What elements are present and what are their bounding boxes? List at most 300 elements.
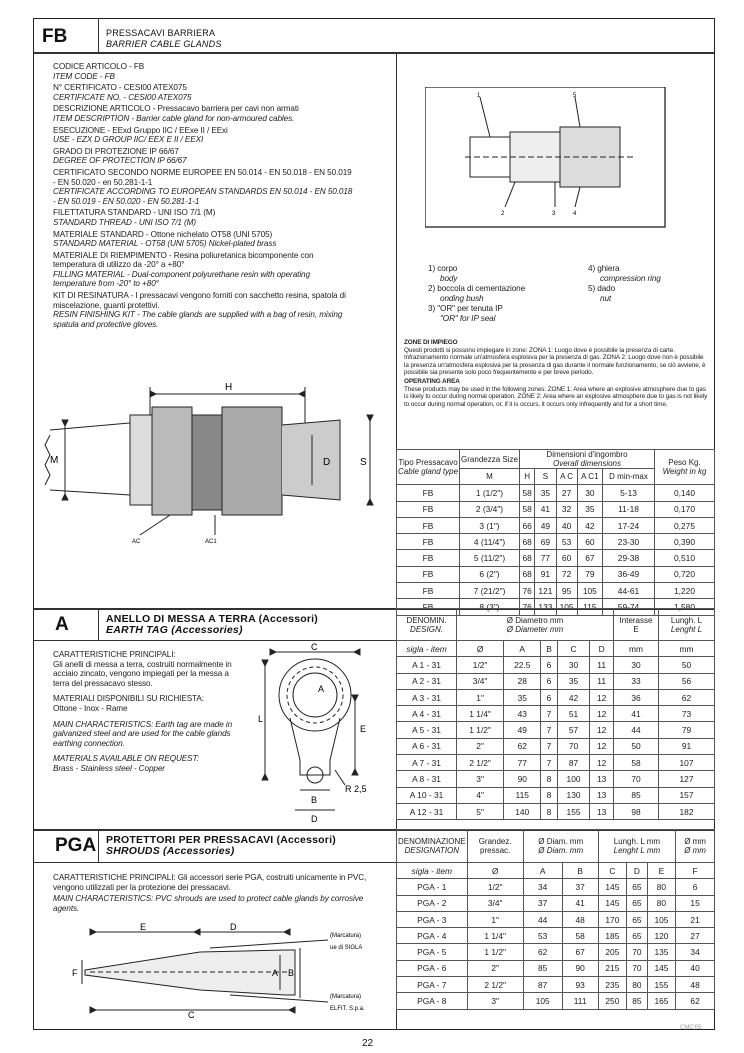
dim-d-label: D <box>230 922 237 932</box>
table-cell: PGA - 5 <box>397 944 468 960</box>
table-cell: 68 <box>519 534 534 550</box>
part-en: nut <box>600 293 612 303</box>
table-cell: 27 <box>676 928 715 944</box>
th-dim-it: Dimensioni d'ingombro <box>546 450 628 459</box>
table-row <box>397 944 715 960</box>
table-row <box>397 803 715 819</box>
table-row <box>397 517 715 533</box>
part-item <box>428 304 578 323</box>
table-cell: 98 <box>614 803 659 819</box>
th-grandezza: Grandezza Size <box>461 454 518 464</box>
table-cell: 130 <box>557 787 590 803</box>
sigla-label: ue di SIGLA <box>330 945 363 951</box>
table-cell: 87 <box>523 977 562 993</box>
table-cell: 13 <box>590 787 614 803</box>
spec-item <box>53 230 353 249</box>
table-row <box>397 534 715 550</box>
table-cell: 30 <box>557 657 590 673</box>
earth-tag-table <box>396 608 715 820</box>
th-diam-it: Ø Diametro mm <box>506 615 564 625</box>
th-int-e: E <box>633 624 639 634</box>
a-text-block <box>53 650 243 688</box>
table-cell: A 2 - 31 <box>397 673 457 689</box>
table-cell: 49 <box>535 517 556 533</box>
table-cell: 0,720 <box>655 566 715 582</box>
table-cell: 62 <box>523 944 562 960</box>
table-cell: 79 <box>577 566 602 582</box>
table-row <box>397 928 715 944</box>
table-cell: 68 <box>519 550 534 566</box>
table-cell: 44 <box>523 911 562 927</box>
table-row <box>397 960 715 976</box>
spec-it: CERTIFICATO SECONDO NORME EUROPEE EN 50.014 - EN 50.018 - EN 50.019 - EN 50.020 - en 50.281-1-1 <box>53 167 352 187</box>
spec-it: GRADO DI PROTEZIONE IP 66/67 <box>53 146 179 156</box>
spec-it: N° CERTIFICATO - CESI00 ATEX075 <box>53 83 187 93</box>
table-cell: 121 <box>535 583 556 599</box>
table-cell: 127 <box>659 771 715 787</box>
callout-1: 1 <box>477 93 481 99</box>
table-cell: 155 <box>647 977 675 993</box>
th-col: H <box>519 469 534 485</box>
part-en: body <box>440 273 458 283</box>
table-cell: 185 <box>598 928 626 944</box>
part-item <box>588 264 698 283</box>
th-col: D <box>627 863 648 879</box>
th-col: A C1 <box>577 469 602 485</box>
table-cell: 0,390 <box>655 534 715 550</box>
table-cell: 62 <box>676 993 715 1009</box>
th-col: C <box>598 863 626 879</box>
section-code-a: A <box>55 614 69 635</box>
spec-item <box>53 62 353 81</box>
spec-en: USE - EZX D GROUP IIC/ EEX E II / EEXI <box>53 135 204 145</box>
table-cell: 53 <box>523 928 562 944</box>
part-en: onding bush <box>440 293 484 303</box>
table-cell: A 7 - 31 <box>397 755 457 771</box>
dim-d-label: D <box>323 457 331 468</box>
divider <box>98 829 99 862</box>
divider <box>33 862 396 863</box>
table-cell: 27 <box>556 485 577 501</box>
callout-5: 5 <box>573 93 577 99</box>
table-cell: 70 <box>627 960 648 976</box>
callout-2: 2 <box>501 211 505 217</box>
a-text-title: MAIN CHARACTERISTICS: Earth tag are made in galvanized steel and are used for the cable glands earthing connection. <box>53 719 233 748</box>
table-cell: 70 <box>557 738 590 754</box>
spec-it: MATERIALE STANDARD - Ottone nichelato OT58 (UNI 5705) <box>53 229 273 239</box>
spec-item <box>53 104 353 123</box>
table-cell: 40 <box>556 517 577 533</box>
table-cell: 50 <box>659 657 715 673</box>
spec-item <box>53 251 353 289</box>
table-cell: 65 <box>627 911 648 927</box>
table-cell: 23-30 <box>603 534 655 550</box>
table-row <box>397 722 715 738</box>
spec-item <box>53 147 353 166</box>
divider <box>98 18 99 53</box>
table-cell: 58 <box>519 485 534 501</box>
table-cell: 40 <box>676 960 715 976</box>
zone-it-text: Questi prodotti si possono impiegare in zone: ZONA 1: Luogo dove è possibile la presenza di carte. Infrazionamento normale un'atmosfera esplosiva per la presenza di gas. ZONA 2: Luogo dove non è possibile la presenza un'atmosfera esplosiva per la presenza di gas durante il normale funzionamento, se ciò avviene, è possibile sia presente solo poco frequentemente e per breve periodo. <box>404 346 706 377</box>
table-cell: PGA - 6 <box>397 960 468 976</box>
table-row <box>397 501 715 517</box>
table-row <box>397 895 715 911</box>
table-cell: 3" <box>457 771 504 787</box>
spec-item <box>53 168 353 206</box>
ac-label: AC <box>132 539 141 545</box>
table-cell: 7 <box>541 738 557 754</box>
table-cell: PGA - 1 <box>397 879 468 895</box>
dim-a-label: A <box>272 968 279 978</box>
table-cell: 35 <box>504 689 541 705</box>
table-cell: 13 <box>590 803 614 819</box>
table-cell: 50 <box>614 738 659 754</box>
table-cell: 77 <box>535 550 556 566</box>
spec-en: STANDARD THREAD - UNI ISO 7/1 (M) <box>53 217 197 227</box>
table-cell: 1,220 <box>655 583 715 599</box>
spec-en: FILLING MATERIAL - Dual-component polyurethane resin with operating temperature from -20° to +80° <box>53 269 310 289</box>
table-cell: PGA - 8 <box>397 993 468 1009</box>
table-cell: 105 <box>647 911 675 927</box>
table-cell: 41 <box>535 501 556 517</box>
th-design: DESIGN. <box>410 624 443 634</box>
th-sigla: sigla - item <box>397 641 457 657</box>
table-cell: 2" <box>467 960 523 976</box>
table-cell: 111 <box>562 993 598 1009</box>
table-cell: 8 <box>541 771 557 787</box>
a-title-it: ANELLO DI MESSA A TERRA (Accessori) <box>106 613 318 625</box>
table-cell: 6 <box>541 673 557 689</box>
dim-b-label: B <box>311 795 318 805</box>
table-cell: 205 <box>598 944 626 960</box>
a-text-block <box>53 720 243 749</box>
table-cell: 34 <box>676 944 715 960</box>
dim-c-label: C <box>188 1010 195 1020</box>
fb-title-en: BARRIER CABLE GLANDS <box>106 39 222 49</box>
table-cell: A 4 - 31 <box>397 706 457 722</box>
elfit-label: ELFIT. S.p.a. <box>330 1006 365 1012</box>
table-cell: 49 <box>504 722 541 738</box>
a-text-body: Gli anelli di messa a terra, costruiti normalmente in acciaio zincato, vengono impiegati per la messa a terra del pressacavo stesso. <box>53 659 232 688</box>
table-cell: 135 <box>647 944 675 960</box>
table-cell: 22.5 <box>504 657 541 673</box>
page-number: 22 <box>362 1038 374 1049</box>
spec-en: CERTIFICATE NO. - CESI00 ATEX075 <box>53 92 192 102</box>
fb-specifications <box>53 62 353 331</box>
table-cell: 73 <box>659 706 715 722</box>
table-cell: 145 <box>598 879 626 895</box>
table-cell: PGA - 4 <box>397 928 468 944</box>
table-cell: 21 <box>676 911 715 927</box>
table-cell: 0,275 <box>655 517 715 533</box>
spec-it: CODICE ARTICOLO - FB <box>53 62 145 71</box>
a-title <box>106 614 318 636</box>
table-cell: 91 <box>535 566 556 582</box>
th-lenght: Lenght L mm <box>613 846 661 855</box>
a-text-title: CARATTERISTICHE PRINCIPALI: <box>53 650 176 659</box>
table-cell: 69 <box>535 534 556 550</box>
part-it: 5) dado <box>588 284 616 294</box>
spec-en: ITEM CODE - FB <box>53 71 115 81</box>
a-text-block <box>53 754 243 773</box>
part-item <box>428 264 578 283</box>
table-row <box>397 673 715 689</box>
table-cell: 11 <box>590 673 614 689</box>
th-mm: mm <box>614 641 659 657</box>
table-cell: 2 (3/4") <box>460 501 520 517</box>
table-cell: 235 <box>598 977 626 993</box>
table-cell: 65 <box>627 928 648 944</box>
table-cell: 85 <box>614 787 659 803</box>
table-cell: FB <box>397 583 460 599</box>
th-dim-en: Overall dimensions <box>552 459 621 468</box>
th-col: S <box>535 469 556 485</box>
table-row <box>397 977 715 993</box>
dim-f-label: F <box>72 968 78 978</box>
table-cell: 5-13 <box>603 485 655 501</box>
dim-d-label: D <box>311 814 318 824</box>
ac1-label: AC1 <box>205 539 217 545</box>
table-cell: 1 (1/2") <box>460 485 520 501</box>
table-cell: 0,510 <box>655 550 715 566</box>
table-cell: 165 <box>647 993 675 1009</box>
th-col: A <box>523 863 562 879</box>
table-cell: 1 1/4" <box>467 928 523 944</box>
th-col: A <box>504 641 541 657</box>
table-cell: PGA - 3 <box>397 911 468 927</box>
table-row <box>397 706 715 722</box>
table-cell: 107 <box>659 755 715 771</box>
table-cell: 37 <box>523 895 562 911</box>
table-cell: 56 <box>659 673 715 689</box>
table-cell: 60 <box>556 550 577 566</box>
table-cell: 33 <box>614 673 659 689</box>
table-cell: 5" <box>457 803 504 819</box>
pga-text-it: CARATTERISTICHE PRINCIPALI: Gli accessori serie PGA, costruiti unicamente in PVC, vengono utilizzati per la protezione dei pressacavi. <box>53 873 367 892</box>
zone-it-title: ZONE DI IMPIEGO <box>404 339 458 346</box>
th-col: D min-max <box>603 469 655 485</box>
table-cell: 11-18 <box>603 501 655 517</box>
table-cell: 36-49 <box>603 566 655 582</box>
table-cell: 6 <box>541 657 557 673</box>
table-cell: 105 <box>523 993 562 1009</box>
part-it: 4) ghiera <box>588 264 620 273</box>
parts-legend-left <box>428 264 578 325</box>
table-cell: PGA - 2 <box>397 895 468 911</box>
th-col: B <box>562 863 598 879</box>
dim-c-label: C <box>311 642 318 652</box>
table-cell: 1 1/4" <box>457 706 504 722</box>
table-cell: 1/2" <box>467 879 523 895</box>
earth-tag-drawing <box>245 640 395 825</box>
table-cell: 67 <box>562 944 598 960</box>
dim-l-label: L <box>258 714 264 724</box>
th-diam-it: Ø Diam. mm <box>538 837 584 846</box>
table-cell: 72 <box>556 566 577 582</box>
table-cell: 44 <box>614 722 659 738</box>
table-cell: 30 <box>577 485 602 501</box>
table-cell: 3 (1") <box>460 517 520 533</box>
spec-en: RESIN FINISHING KIT - The cable glands are supplied with a bag of resin, mixing spatula and protective gloves. <box>53 310 343 329</box>
table-cell: 1 1/2" <box>457 722 504 738</box>
table-cell: 41 <box>614 706 659 722</box>
table-cell: 3/4" <box>467 895 523 911</box>
table-row <box>397 993 715 1009</box>
fb-cable-gland-drawing <box>40 375 390 550</box>
shroud-table <box>396 829 715 1010</box>
table-cell: 48 <box>562 911 598 927</box>
th-weight: Weight in kg <box>662 467 707 477</box>
th-col: M <box>460 469 520 485</box>
fb-section-drawing <box>425 87 675 237</box>
th-lenght: Lenght L <box>670 624 703 634</box>
a-title-en: EARTH TAG (Accessories) <box>106 624 243 636</box>
table-cell: 2" <box>457 738 504 754</box>
th-col: E <box>647 863 675 879</box>
table-cell: 62 <box>504 738 541 754</box>
part-it: 3) "OR" per tenuta IP <box>428 304 503 314</box>
table-cell: 51 <box>557 706 590 722</box>
callout-4: 4 <box>573 211 577 217</box>
th-design: DESIGNATION <box>404 846 460 855</box>
table-cell: 68 <box>519 566 534 582</box>
spec-en: CERTIFICATE ACCORDING TO EUROPEAN STANDARDS EN 50.014 - EN 50.018 - EN 50.019 - EN 50.020 - EN 50.281-1-1 <box>53 187 353 206</box>
table-cell: 155 <box>557 803 590 819</box>
part-it: 1) corpo <box>428 264 458 273</box>
parts-legend-right <box>588 264 698 304</box>
table-row <box>397 738 715 754</box>
a-text-body: Ottone - Inox - Rame <box>53 703 128 713</box>
table-cell: 35 <box>557 673 590 689</box>
table-cell: 67 <box>577 550 602 566</box>
table-cell: 145 <box>647 960 675 976</box>
table-cell: A 1 - 31 <box>397 657 457 673</box>
table-cell: 43 <box>504 706 541 722</box>
table-cell: 11 <box>590 657 614 673</box>
table-cell: 42 <box>557 689 590 705</box>
table-cell: 36 <box>614 689 659 705</box>
part-item <box>588 284 698 303</box>
part-en: "OR" for IP seal <box>440 313 496 323</box>
table-cell: 65 <box>627 879 648 895</box>
th-col: F <box>676 863 715 879</box>
spec-item <box>53 291 353 329</box>
th-diam-en: Ø Diameter mm <box>506 624 564 634</box>
table-cell: 13 <box>590 771 614 787</box>
table-row <box>397 485 715 501</box>
radius-label: R 2,5 <box>345 784 367 794</box>
spec-en: ITEM DESCRIPTION - Barrier cable gland for non-armoured cables. <box>53 113 295 123</box>
table-cell: 58 <box>562 928 598 944</box>
table-row <box>397 879 715 895</box>
spec-en: STANDARD MATERIAL - OT58 (UNI 5705) Nickel-plated brass <box>53 239 277 249</box>
th-col: C <box>557 641 590 657</box>
pga-title-en: SHROUDS (Accessories) <box>106 845 235 857</box>
table-cell: 90 <box>504 771 541 787</box>
fb-title-it: PRESSACAVI BARRIERA <box>106 28 216 38</box>
table-cell: FB <box>397 517 460 533</box>
pga-title-it: PROTETTORI PER PRESSACAVI (Accessori) <box>106 834 336 846</box>
dim-h-label: H <box>225 382 233 393</box>
spec-it: DESCRIZIONE ARTICOLO - Pressacavo barriera per cavi non armati <box>53 104 299 114</box>
table-cell: A 6 - 31 <box>397 738 457 754</box>
part-it: 2) boccola di cementazione <box>428 284 526 294</box>
table-cell: 4 (11/4") <box>460 534 520 550</box>
table-cell: 1" <box>467 911 523 927</box>
a-description <box>53 650 243 780</box>
table-cell: 7 <box>541 755 557 771</box>
table-cell: 12 <box>590 689 614 705</box>
table-cell: FB <box>397 501 460 517</box>
table-cell: 3/4" <box>457 673 504 689</box>
table-cell: 44-61 <box>603 583 655 599</box>
table-cell: 120 <box>647 928 675 944</box>
table-cell: 4" <box>457 787 504 803</box>
table-row <box>397 657 715 673</box>
table-cell: 5 (11/2") <box>460 550 520 566</box>
table-cell: 91 <box>659 738 715 754</box>
table-row <box>397 911 715 927</box>
table-cell: 70 <box>614 771 659 787</box>
table-cell: 87 <box>557 755 590 771</box>
table-cell: 80 <box>647 879 675 895</box>
table-cell: 57 <box>557 722 590 738</box>
table-cell: 60 <box>577 534 602 550</box>
table-row <box>397 755 715 771</box>
table-cell: 80 <box>647 895 675 911</box>
table-cell: 77 <box>504 755 541 771</box>
table-cell: 93 <box>562 977 598 993</box>
table-cell: 1 1/2" <box>467 944 523 960</box>
marking-label-2: (Marcatura) <box>330 994 362 1000</box>
table-cell: 12 <box>590 706 614 722</box>
shroud-drawing <box>60 920 390 1025</box>
table-cell: 48 <box>676 977 715 993</box>
table-cell: 215 <box>598 960 626 976</box>
spec-item <box>53 83 353 102</box>
dim-e-label: E <box>360 724 367 734</box>
table-cell: FB <box>397 534 460 550</box>
table-cell: 7 (21/2") <box>460 583 520 599</box>
table-cell: A 10 - 31 <box>397 787 457 803</box>
table-cell: 28 <box>504 673 541 689</box>
th-col: D <box>590 641 614 657</box>
th-mm: mm <box>659 641 715 657</box>
th-col: B <box>541 641 557 657</box>
table-cell: 8 <box>541 787 557 803</box>
table-cell: FB <box>397 485 460 501</box>
table-cell: A 5 - 31 <box>397 722 457 738</box>
table-cell: 80 <box>627 977 648 993</box>
table-cell: 85 <box>523 960 562 976</box>
table-cell: 66 <box>519 517 534 533</box>
th-omm1: Ø mm <box>684 837 706 846</box>
th-peso: Peso Kg. <box>668 458 701 468</box>
table-cell: 157 <box>659 787 715 803</box>
table-cell: 6 (2") <box>460 566 520 582</box>
table-cell: 62 <box>659 689 715 705</box>
spec-it: ESECUZIONE - EExd Gruppo IIC / EExe II / EExi <box>53 125 228 135</box>
th-lungh: Lungh. L mm <box>613 837 661 846</box>
th-denom: DENOMINAZIONE <box>398 837 466 846</box>
table-cell: 79 <box>659 722 715 738</box>
table-row <box>397 550 715 566</box>
spec-item <box>53 126 353 145</box>
th-cable-gland-type: Cable gland type <box>398 467 459 477</box>
a-text-title: MATERIALS AVAILABLE ON REQUEST: <box>53 754 199 764</box>
th-denom: DENOMIN. <box>406 615 447 625</box>
dim-s-label: S <box>360 457 367 468</box>
